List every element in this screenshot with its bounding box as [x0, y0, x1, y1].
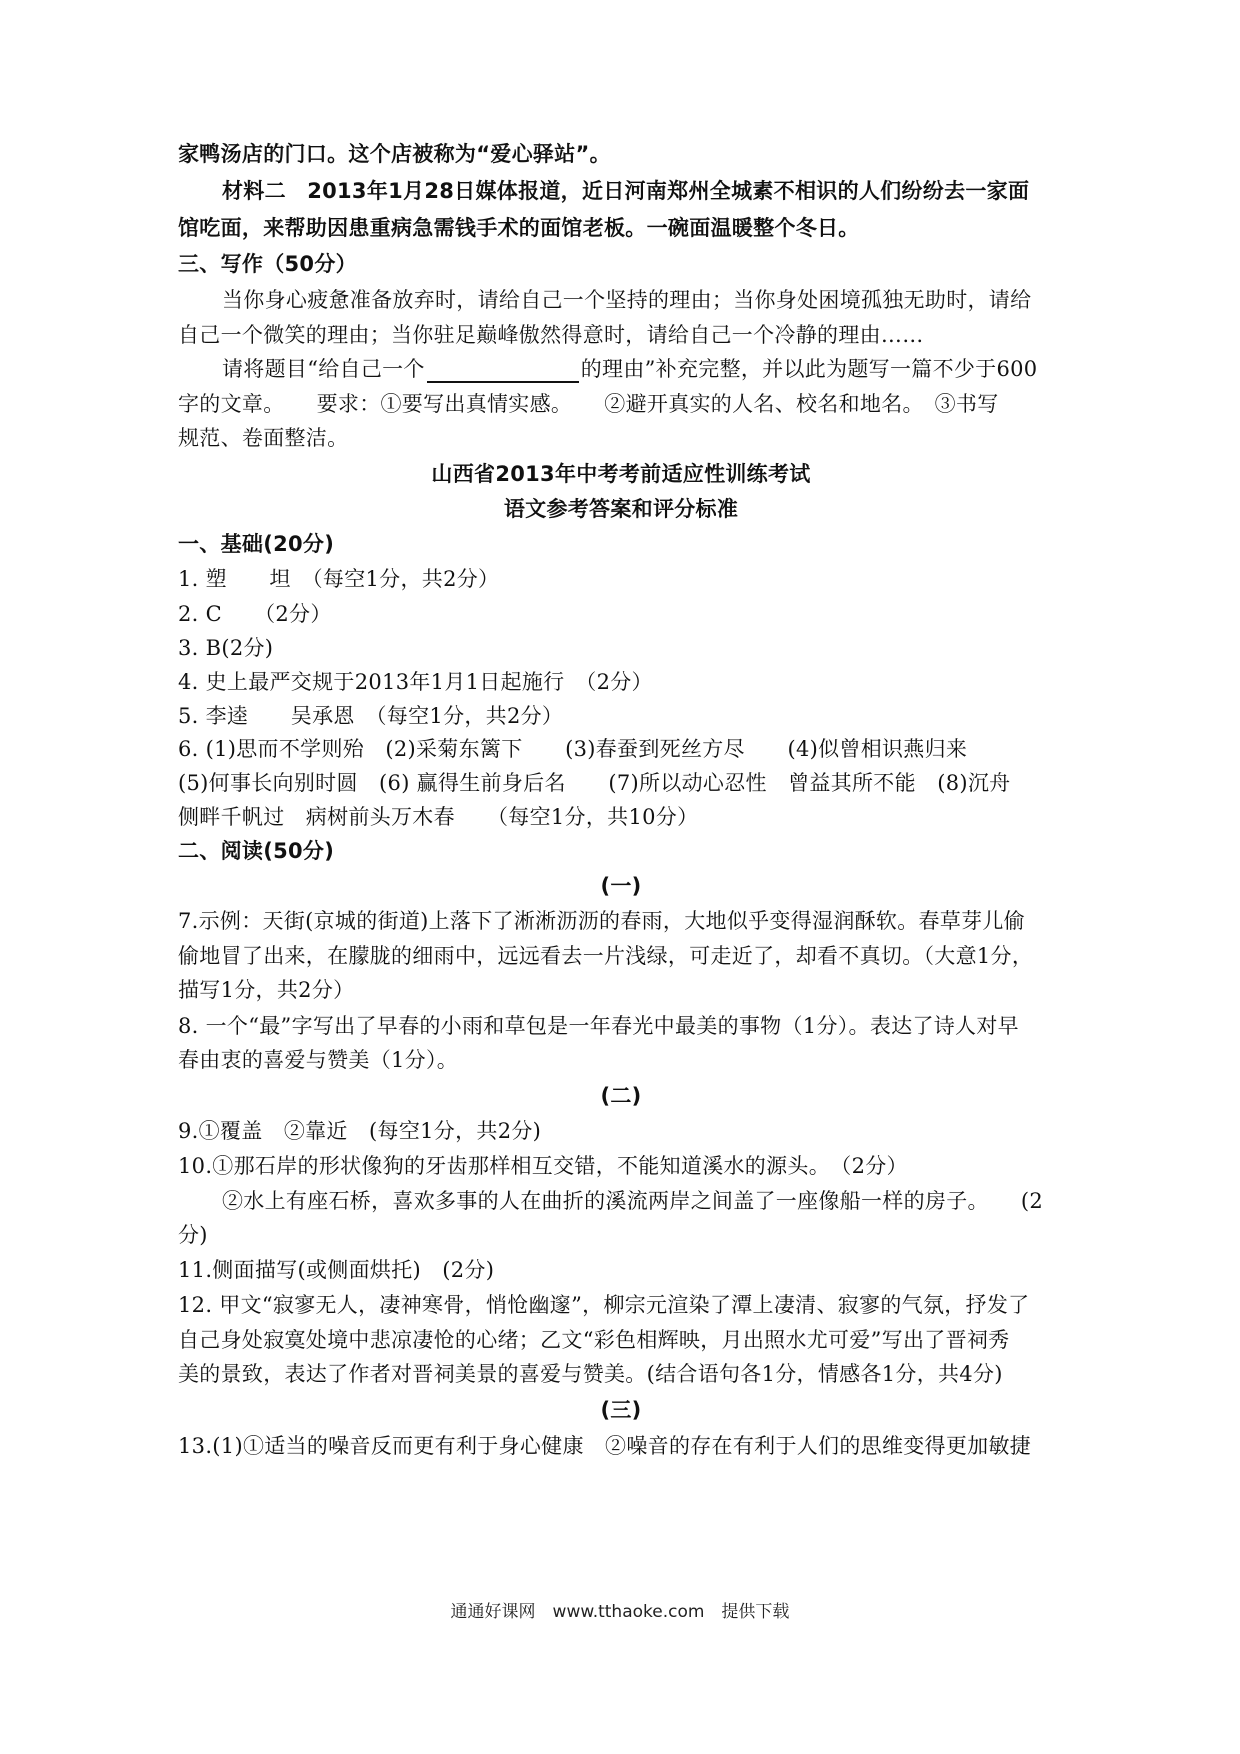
- answer-line: 13.(1)①适当的噪音反而更有利于身心健康 ②噪音的存在有利于人们的思维变得更加敏捷: [178, 1434, 1032, 1458]
- answer-line: 描写1分，共2分）: [178, 978, 355, 1002]
- answer-line: 11.侧面描写(或侧面烘托) (2分): [178, 1258, 495, 1282]
- answer-line: ②水上有座石桥，喜欢多事的人在曲折的溪流两岸之间盖了一座像船一样的房子。 (2: [222, 1189, 1044, 1213]
- answer-line: 9.①覆盖 ②靠近 (每空1分，共2分): [178, 1119, 542, 1143]
- answer-line: 10.①那石岸的形状像狗的牙齿那样相互交错，不能知道溪水的源头。 （2分）: [178, 1154, 908, 1178]
- section-heading-writing: 三、写作（50分）: [178, 252, 357, 276]
- section-heading-basics: 一、基础(20分): [178, 532, 335, 556]
- answer-line: (5)何事长向别时圆 (6) 赢得生前身后名 (7)所以动心忍性 曾益其所不能 (8)沉舟: [178, 771, 1011, 795]
- answer-line: 6. (1)思而不学则殆 (2)采菊东篱下 (3)春蚕到死丝方尽 (4)似曾相识燕归来: [178, 737, 968, 761]
- prompt-line: 自己一个微笑的理由；当你驻足巅峰傲然得意时，请给自己一个冷静的理由……: [178, 323, 924, 347]
- requirements-line: 规范、卷面整洁。: [178, 426, 349, 450]
- answer-line: 自己身处寂寞处境中悲凉凄怆的心绪；乙文“彩色相辉映，月出照水尤可爱”写出了晋祠秀: [178, 1328, 1010, 1352]
- part-heading: (三): [600, 1398, 642, 1422]
- answer-line: 分): [178, 1223, 208, 1247]
- answer-line: 2. C （2分）: [178, 602, 332, 626]
- answer-line: 偷地冒了出来，在朦胧的细雨中，远远看去一片浅绿，可走近了，却看不真切。（大意1分，: [178, 944, 1034, 968]
- answer-line: 4. 史上最严交规于2013年1月1日起施行 （2分）: [178, 670, 653, 694]
- prompt-text: 请将题目“给自己一个: [222, 357, 425, 381]
- prompt-line: 当你身心疲惫准备放弃时，请给自己一个坚持的理由；当你身处困境孤独无助时，请给: [222, 288, 1032, 312]
- fill-blank: [427, 361, 579, 383]
- material-line: 家鸭汤店的门口。这个店被称为“爱心驿站”。: [178, 142, 611, 166]
- answer-line: 7.示例：天街(京城的街道)上落下了淅淅沥沥的春雨，大地似乎变得湿润酥软。春草芽儿偷: [178, 909, 1026, 933]
- answer-line: 1. 塑 坦 （每空1分，共2分）: [178, 567, 500, 591]
- answer-line: 春由衷的喜爱与赞美（1分）。: [178, 1048, 459, 1072]
- prompt-line: [222, 355, 1064, 383]
- answer-line: 侧畔千帆过 病树前头万木春 （每空1分，共10分）: [178, 805, 699, 829]
- requirements-line: 字的文章。 要求：①要写出真情实感。 ②避开真实的人名、校名和地名。 ③书写: [178, 392, 999, 416]
- answer-line: 美的景致，表达了作者对晋祠美景的喜爱与赞美。(结合语句各1分，情感各1分，共4分): [178, 1362, 1003, 1386]
- material-two-line: 材料二 2013年1月28日媒体报道，近日河南郑州全城素不相识的人们纷纷去一家面: [222, 179, 1030, 203]
- part-heading: (一): [600, 874, 642, 898]
- answer-line: 3. B(2分): [178, 636, 274, 660]
- answer-title: 山西省2013年中考考前适应性训练考试: [431, 462, 811, 486]
- part-heading: (二): [600, 1084, 642, 1108]
- prompt-text: 的理由”补充完整，并以此为题写一篇不少于600: [580, 357, 1038, 381]
- answer-line: 12. 甲文“寂寥无人，凄神寒骨，悄怆幽邃”，柳宗元渲染了潭上凄清、寂寥的气氛，抒发了: [178, 1293, 1030, 1317]
- answer-line: 8. 一个“最”字写出了早春的小雨和草包是一年春光中最美的事物（1分）。表达了诗人对早: [178, 1014, 1019, 1038]
- material-line: 馆吃面，来帮助因患重病急需钱手术的面馆老板。一碗面温暖整个冬日。: [178, 216, 860, 240]
- section-heading-reading: 二、阅读(50分): [178, 839, 335, 863]
- footer-download-note: 通通好课网 www.tthaoke.com 提供下载: [450, 1602, 790, 1622]
- answer-line: 5. 李逵 吴承恩 （每空1分，共2分）: [178, 704, 564, 728]
- answer-subtitle: 语文参考答案和评分标准: [503, 497, 739, 521]
